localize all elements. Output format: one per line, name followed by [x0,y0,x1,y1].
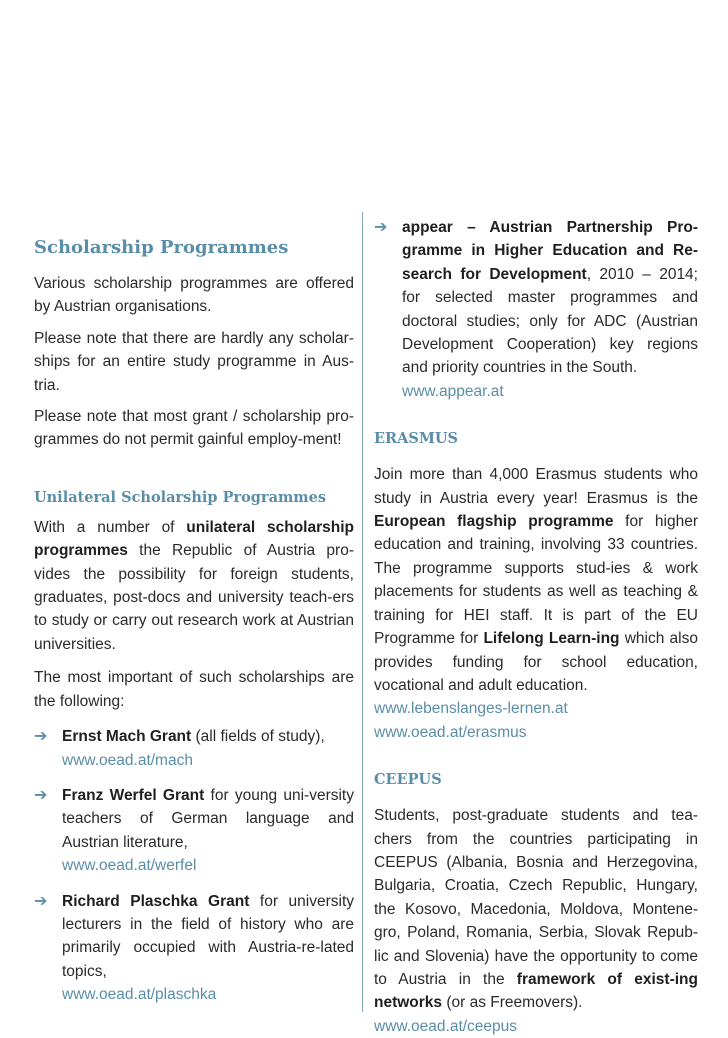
ceepus-heading: CEEPUS [374,771,442,789]
unilateral-bold: unilateral scholarship programmes [34,518,355,560]
grant-link-mach[interactable]: www.oead.at/mach [62,751,193,769]
grant-desc: for university lecturers in the field of history who are primarily occupied with Austria-re-lated topics, [62,892,355,980]
right-column [374,216,698,1038]
grant-link-werfel[interactable]: www.oead.at/werfel [62,857,197,875]
grant-name: Franz Werfel Grant [62,786,205,804]
column-divider [362,212,363,1012]
page-title: Scholarship Programmes [34,237,289,258]
left-column [34,234,354,1007]
unilateral-text-post: the Republic of Austria pro-vides the possibility for foreign students, graduates, post-docs and university teach-ers to study or carry out research work at Austrian universities. [34,542,354,653]
ceepus-link[interactable]: www.oead.at/ceepus [374,1017,518,1035]
erasmus-link-oead[interactable]: www.oead.at/erasmus [374,723,527,741]
grant-item [34,890,354,1007]
grant-name: Richard Plaschka Grant [62,892,250,910]
grant-text [62,890,354,984]
erasmus-bold-2: Lifelong Learn-ing [483,630,620,648]
most-important-paragraph: The most important of such scholarships are the following: [34,669,354,710]
erasmus-link-lll[interactable]: www.lebenslanges-lernen.at [374,700,568,718]
ceepus-paragraph [374,804,698,1015]
intro-paragraph: Various scholarship programmes are offered by Austrian organisations. [34,275,354,316]
erasmus-heading: ERASMUS [374,430,458,448]
appear-item [374,216,698,403]
grant-desc: for young uni-versity teachers of German language and Austrian literature, [62,786,354,851]
arrow-right-icon: ➔ [34,786,48,804]
appear-desc: , 2010 – 2014; for selected master programmes and doctoral studies; only for ADC (Austrian Development Cooperation) key regions and priority countries in the South. [402,265,698,377]
appear-bold: appear – Austrian Partnership Pro-gramme in Higher Education and Re-search for Development [402,219,698,283]
grant-item [34,725,354,772]
unilateral-subtitle: Unilateral Scholarship Programmes [34,488,327,506]
ceepus-text-2: (or as Freemovers). [442,994,583,1012]
arrow-right-icon: ➔ [34,892,48,910]
grant-link-plaschka[interactable]: www.oead.at/plaschka [62,986,217,1004]
note-paragraph-1: Please note that there are hardly any scholar-ships for an entire study programme in Aus-tria. [34,329,354,394]
appear-text [402,216,698,380]
grant-name: Ernst Mach Grant [62,728,192,746]
arrow-right-icon: ➔ [34,728,48,746]
erasmus-paragraph [374,463,698,697]
erasmus-text-2: for higher education and training, involving 33 countries. The programme supports stud-ies & work placements for students as well as teaching & training for HEI staff. It is part of the EU Programme for [374,513,698,648]
grant-desc: (all fields of study), [191,728,325,746]
ceepus-bold: framework of exist-ing networks [374,970,698,1012]
unilateral-paragraph [34,516,354,656]
ceepus-text-1: Students, post-graduate students and tea-chers from the countries participating in CEEPUS (Albania, Bosnia and Herzegovina, Bulgaria, Croatia, Czech Republic, Hungary, the Kosovo, Macedonia, Moldova, Montene-gro, Poland, Romania, Serbia, Slovak Repub-lic and Slovenia) have the opportunity to come to Austria in the [374,807,698,988]
appear-link[interactable]: www.appear.at [402,382,504,400]
erasmus-bold-1: European flagship programme [374,513,614,531]
grant-text [62,784,354,854]
arrow-right-icon: ➔ [374,219,388,236]
unilateral-text-pre: With a number of [34,518,187,536]
note-paragraph-2: Please note that most grant / scholarship pro-grammes do not permit gainful employ-ment! [34,408,354,449]
grant-item [34,784,354,878]
grant-text [62,725,354,748]
erasmus-text-1: Join more than 4,000 Erasmus students who study in Austria every year! Erasmus is the [374,466,698,507]
erasmus-text-3: which also provides funding for school education, vocational and adult education. [374,630,698,694]
